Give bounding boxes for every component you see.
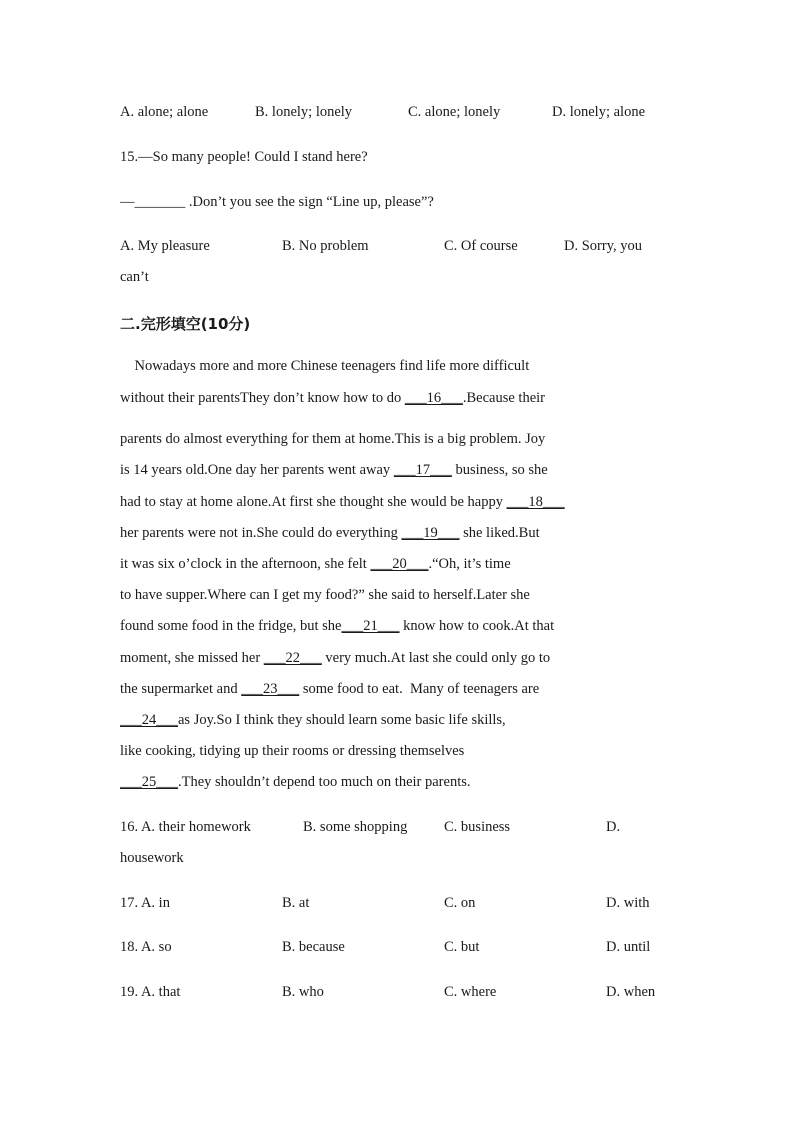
blank-16: ___16___	[404, 390, 463, 406]
dialog-dash: —	[120, 194, 135, 210]
q14-option-a: A. alone; alone	[120, 104, 209, 120]
text: as Joy.So I think they should learn some basic life skills,	[178, 712, 506, 728]
passage-line-5	[120, 494, 565, 511]
passage-line-9	[120, 618, 554, 635]
q15-option-c: C. Of course	[444, 238, 518, 254]
q16-option-c: C. business	[444, 819, 511, 835]
blank-20: ___20___	[370, 556, 429, 572]
q14-option-d: D. lonely; alone	[552, 104, 646, 120]
text: her parents were not in.She could do everything	[120, 525, 402, 541]
text: .“Oh, it’s time	[428, 556, 511, 572]
q15-dialog	[120, 194, 434, 211]
blank-24: ___24___	[120, 712, 178, 728]
text: the supermarket and	[120, 681, 242, 697]
passage-line-12	[120, 712, 506, 729]
dialog-text: .Don’t you see the sign “Line up, please”?	[185, 194, 434, 210]
passage-line-13: like cooking, tidying up their rooms or dressing themselves	[120, 743, 465, 759]
text: had to stay at home alone.At first she thought she would be happy	[120, 494, 507, 510]
q15-option-d-continued: can’t	[120, 269, 149, 285]
text: is 14 years old.One day her parents went away	[120, 462, 394, 478]
q17-option-a: 17. A. in	[120, 895, 170, 911]
q15-option-b: B. No problem	[282, 238, 369, 254]
passage-line-10	[120, 650, 550, 667]
text: know how to cook.At that	[399, 618, 555, 634]
q16-option-d: D.	[606, 819, 621, 835]
q19-option-c: C. where	[444, 984, 497, 1000]
q19-option-b: B. who	[282, 984, 324, 1000]
blank-23: ___23___	[241, 681, 300, 697]
blank-25: ___25___	[120, 774, 178, 790]
q14-option-c: C. alone; lonely	[408, 104, 501, 120]
q15-option-a: A. My pleasure	[120, 238, 210, 254]
blank-21: ___21___	[341, 618, 400, 634]
blank-17: ___17___	[393, 462, 452, 478]
passage-line-3: parents do almost everything for them at home.This is a big problem. Joy	[120, 431, 546, 447]
q15-blank: _______	[134, 194, 186, 210]
text: moment, she missed her	[120, 650, 264, 666]
text: without their parentsThey don’t know how to do	[120, 390, 405, 406]
text: it was six o’clock in the afternoon, she felt	[120, 556, 371, 572]
passage-line-8: to have supper.Where can I get my food?” she said to herself.Later she	[120, 587, 530, 603]
q18-option-b: B. because	[282, 939, 345, 955]
passage-line-1: Nowadays more and more Chinese teenagers find life more difficult	[120, 358, 530, 374]
passage-line-11	[120, 681, 539, 698]
q14-option-b: B. lonely; lonely	[255, 104, 353, 120]
blank-19: ___19___	[401, 525, 460, 541]
q16-option-a: 16. A. their homework	[120, 819, 251, 835]
q15-stem: 15.—So many people! Could I stand here?	[120, 149, 368, 165]
passage-line-2	[120, 390, 545, 407]
q17-option-b: B. at	[282, 895, 310, 911]
q16-option-b: B. some shopping	[303, 819, 408, 835]
text: .Because their	[462, 390, 546, 406]
passage-line-4	[120, 462, 548, 479]
text: business, so she	[451, 462, 548, 478]
text: she liked.But	[459, 525, 540, 541]
section-heading: 二.完形填空(10分)	[120, 315, 251, 333]
q16-option-d-continued: housework	[120, 850, 184, 866]
passage-line-7	[120, 556, 511, 573]
blank-22: ___22___	[263, 650, 322, 666]
q18-option-a: 18. A. so	[120, 939, 172, 955]
passage-line-14	[120, 774, 471, 791]
q17-option-c: C. on	[444, 895, 476, 911]
q19-option-a: 19. A. that	[120, 984, 181, 1000]
q18-option-d: D. until	[606, 939, 651, 955]
q15-option-d: D. Sorry, you	[564, 238, 643, 254]
text: some food to eat. Many of teenagers are	[299, 681, 540, 697]
text: .They shouldn’t depend too much on their parents.	[178, 774, 471, 790]
q19-option-d: D. when	[606, 984, 656, 1000]
q17-option-d: D. with	[606, 895, 650, 911]
text: found some food in the fridge, but she	[120, 618, 342, 634]
text: very much.At last she could only go to	[321, 650, 551, 666]
passage-line-6	[120, 525, 540, 542]
q18-option-c: C. but	[444, 939, 480, 955]
blank-18: ___18___	[506, 494, 565, 510]
